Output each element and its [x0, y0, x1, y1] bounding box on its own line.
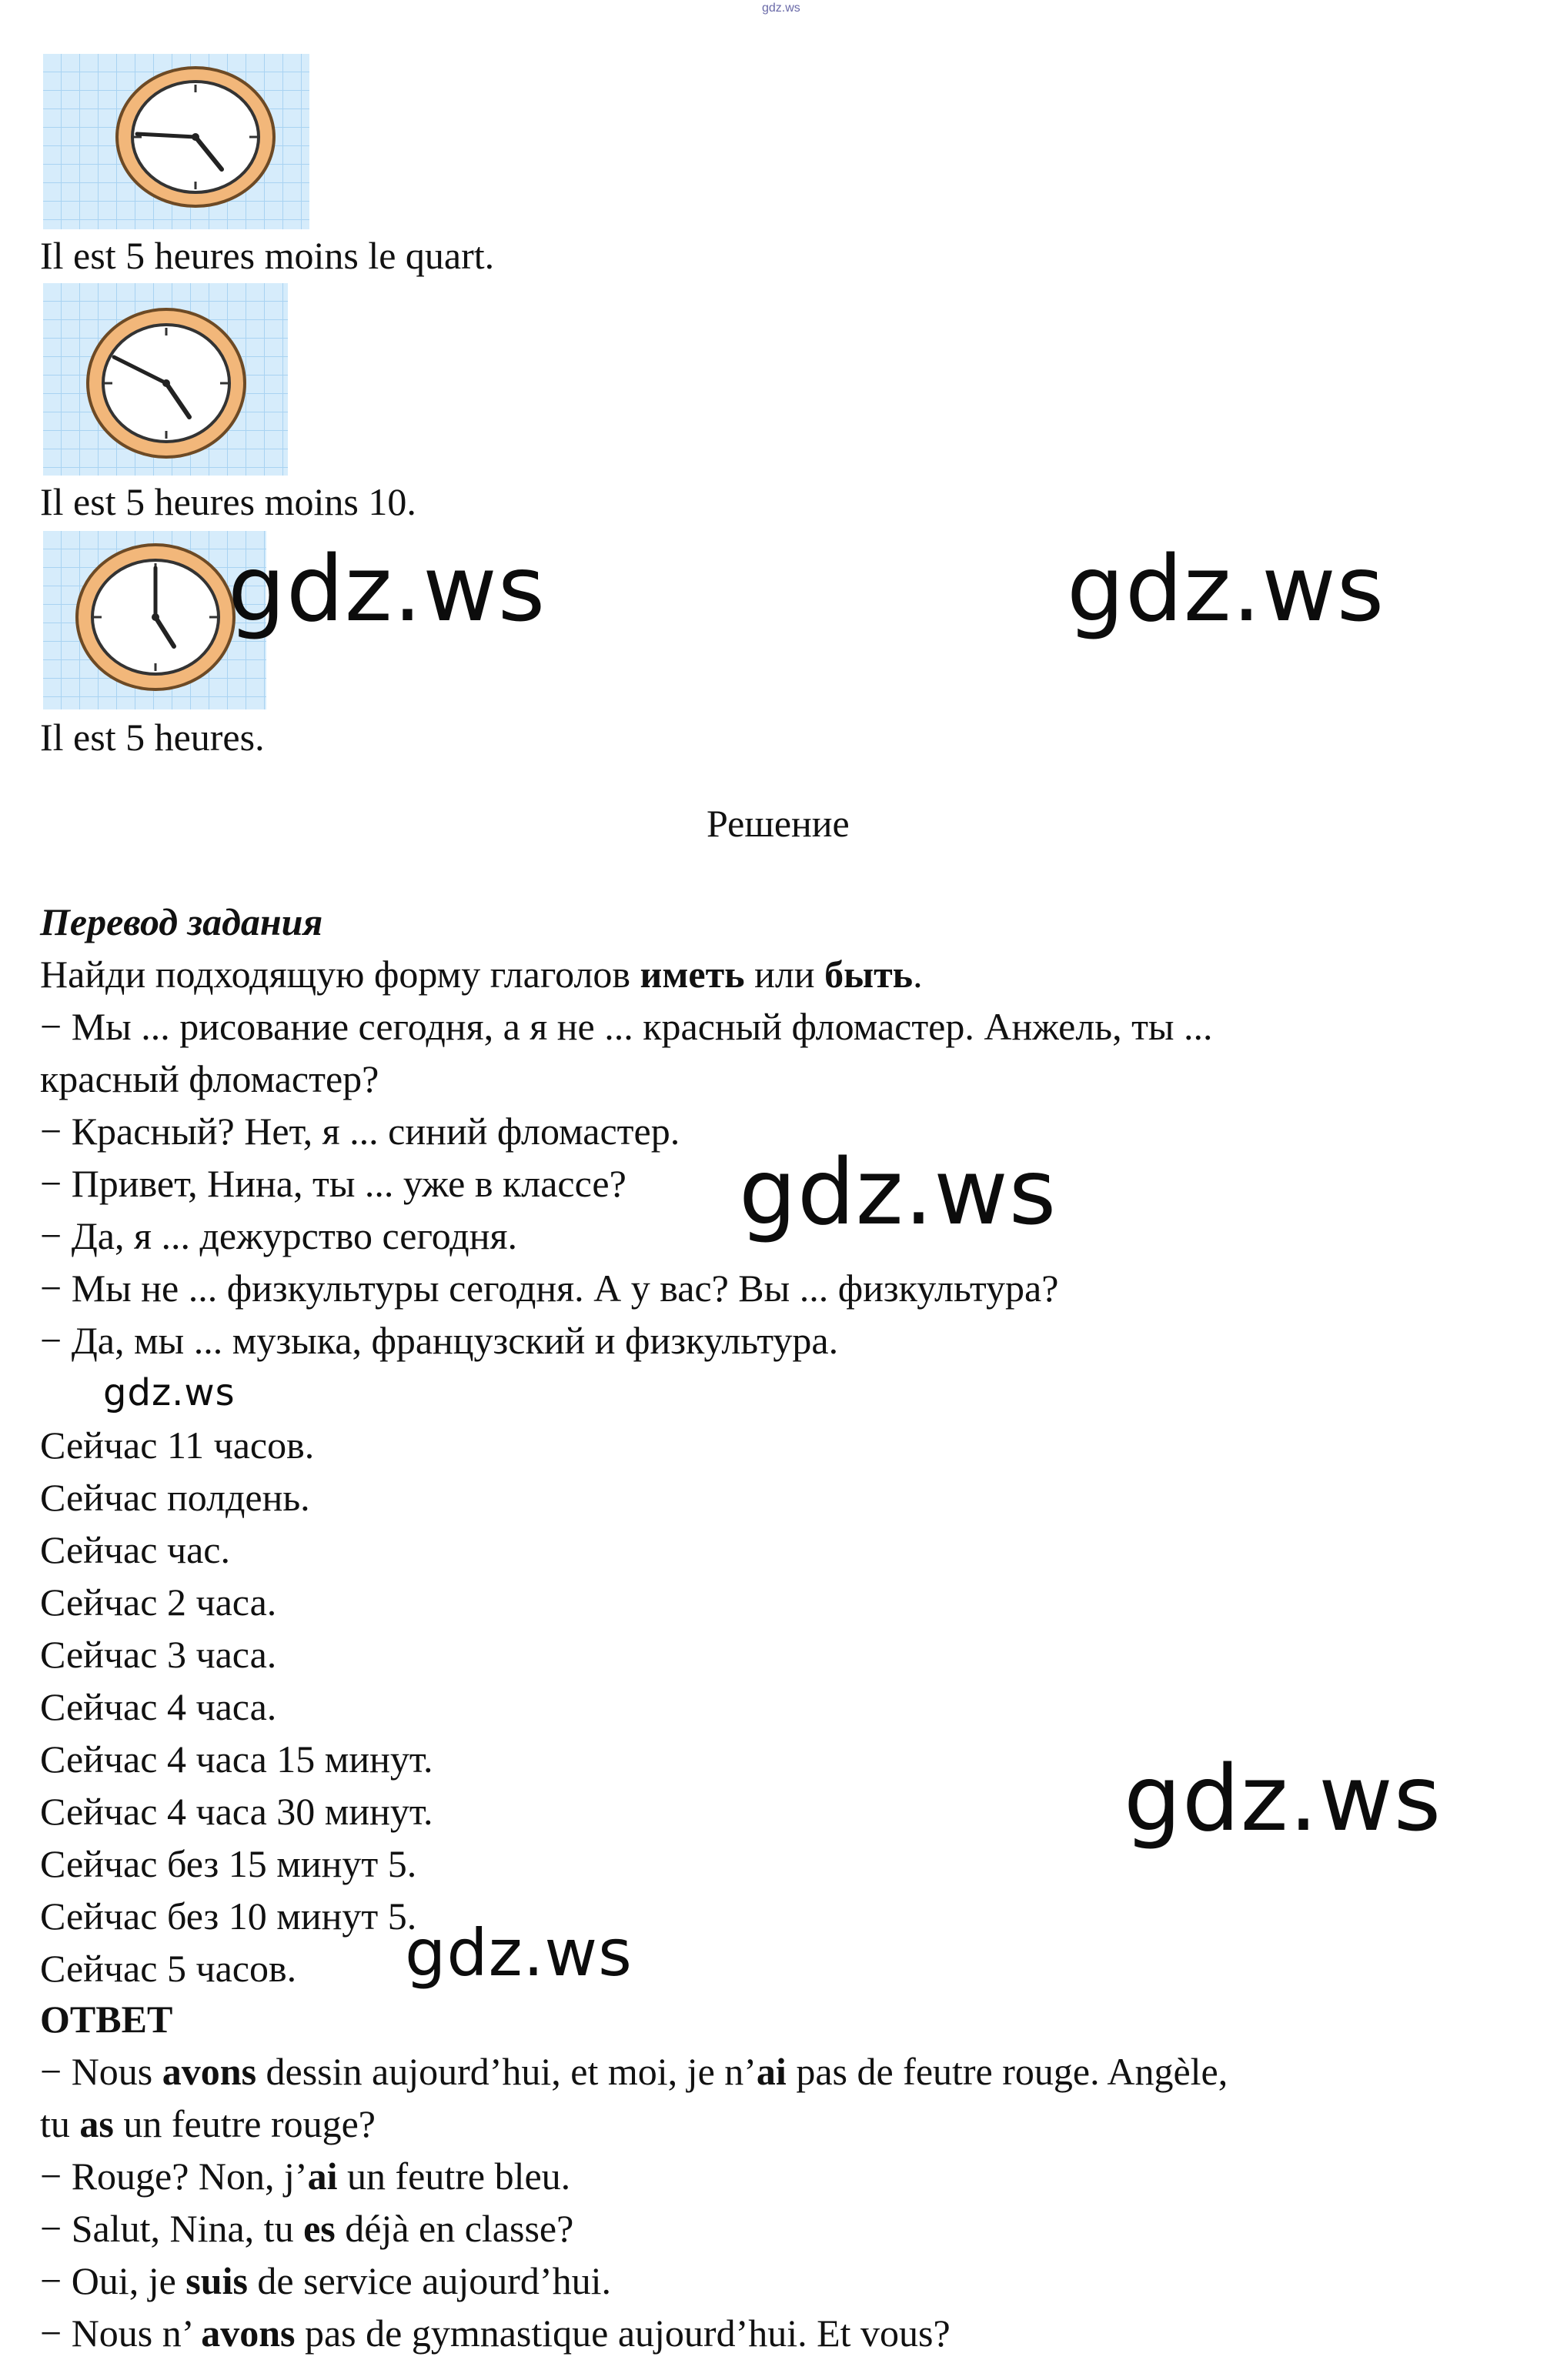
dialogue-line: − Красный? Нет, я ... синий фломастер.: [40, 1110, 680, 1153]
time-line: Сейчас полдень.: [40, 1476, 310, 1519]
answer-verb: suis: [185, 2259, 248, 2302]
instruction-text-mid: или: [744, 953, 825, 996]
answer-title: ОТВЕТ: [40, 1998, 173, 2041]
dialogue-line: − Да, мы ... музыка, французский и физкультура.: [40, 1319, 839, 1362]
instruction-text-pre: Найди подходящую форму глаголов: [40, 953, 640, 996]
answer-verb: es: [303, 2207, 336, 2250]
dialogue-line: красный фломастер?: [40, 1057, 379, 1100]
clock-image-1: [43, 54, 309, 229]
answer-text: pas de feutre rouge. Angèle,: [786, 2050, 1228, 2093]
answer-text: un feutre bleu.: [337, 2155, 571, 2198]
solution-heading: Решение: [707, 802, 850, 845]
answer-text: − Oui, je: [40, 2259, 186, 2302]
clock-caption-3: Il est 5 heures.: [40, 716, 265, 759]
verb-be: быть: [824, 953, 914, 996]
time-line: Сейчас 4 часа 30 минут.: [40, 1790, 433, 1833]
watermark: gdz.ws: [228, 536, 546, 642]
clock-icon: [43, 54, 309, 229]
watermark: gdz.ws: [1124, 1745, 1442, 1851]
answer-line: [40, 2258, 611, 2304]
verb-have: иметь: [640, 953, 745, 996]
clock-icon: [43, 283, 288, 476]
translation-title: Перевод задания: [40, 900, 323, 943]
answer-verb: avons: [162, 2050, 257, 2093]
answer-text: − Nous n’: [40, 2312, 202, 2355]
answer-text: un feutre rouge?: [113, 2102, 376, 2145]
dialogue-line: − Привет, Нина, ты ... уже в классе?: [40, 1162, 626, 1205]
answer-verb: ai: [307, 2155, 338, 2198]
answer-verb: ai: [756, 2050, 787, 2093]
time-line: Сейчас 5 часов.: [40, 1947, 297, 1990]
answer-verb: avons: [201, 2312, 296, 2355]
dialogue-line: − Мы ... рисование сегодня, а я не ... красный фломастер. Анжель, ты ...: [40, 1005, 1213, 1048]
instruction-line: [40, 951, 923, 997]
answer-text: de service aujourd’hui.: [247, 2259, 611, 2302]
time-line: Сейчас 4 часа 15 минут.: [40, 1737, 433, 1781]
time-line: Сейчас 2 часа.: [40, 1581, 277, 1624]
time-line: Сейчас 11 часов.: [40, 1424, 315, 1467]
clock-caption-1: Il est 5 heures moins le quart.: [40, 234, 495, 277]
instruction-text-post: .: [913, 953, 923, 996]
answer-text: tu: [40, 2102, 80, 2145]
answer-text: − Nous: [40, 2050, 162, 2093]
time-line: Сейчас без 15 минут 5.: [40, 1842, 417, 1885]
answer-text: pas de gymnastique aujourd’hui. Et vous?: [295, 2312, 951, 2355]
answer-line: [40, 2205, 573, 2251]
dialogue-line: − Мы не ... физкультуры сегодня. А у вас? Вы ... физкультура?: [40, 1267, 1059, 1310]
time-line: Сейчас час.: [40, 1528, 230, 1571]
watermark: gdz.ws: [739, 1139, 1058, 1245]
time-line: Сейчас 3 часа.: [40, 1633, 277, 1676]
answer-verb: as: [79, 2102, 114, 2145]
answer-text: − Salut, Nina, tu: [40, 2207, 304, 2250]
answer-line: [40, 2153, 570, 2199]
watermark: gdz.ws: [1067, 536, 1385, 642]
time-line: Сейчас 4 часа.: [40, 1685, 277, 1728]
answer-line: [40, 2101, 376, 2147]
answer-line: [40, 2048, 1228, 2095]
dialogue-line: − Да, я ... дежурство сегодня.: [40, 1214, 517, 1257]
answer-text: déjà en classe?: [335, 2207, 574, 2250]
header-site-mark: gdz.ws: [762, 2, 800, 15]
watermark: gdz.ws: [103, 1371, 236, 1414]
watermark: gdz.ws: [405, 1915, 633, 1991]
clock-image-2: [43, 283, 288, 476]
answer-text: − Rouge? Non, j’: [40, 2155, 308, 2198]
time-line: Сейчас без 10 минут 5.: [40, 1894, 417, 1938]
answer-text: dessin aujourd’hui, et moi, je n’: [256, 2050, 757, 2093]
answer-line: [40, 2310, 951, 2356]
clock-caption-2: Il est 5 heures moins 10.: [40, 480, 416, 523]
